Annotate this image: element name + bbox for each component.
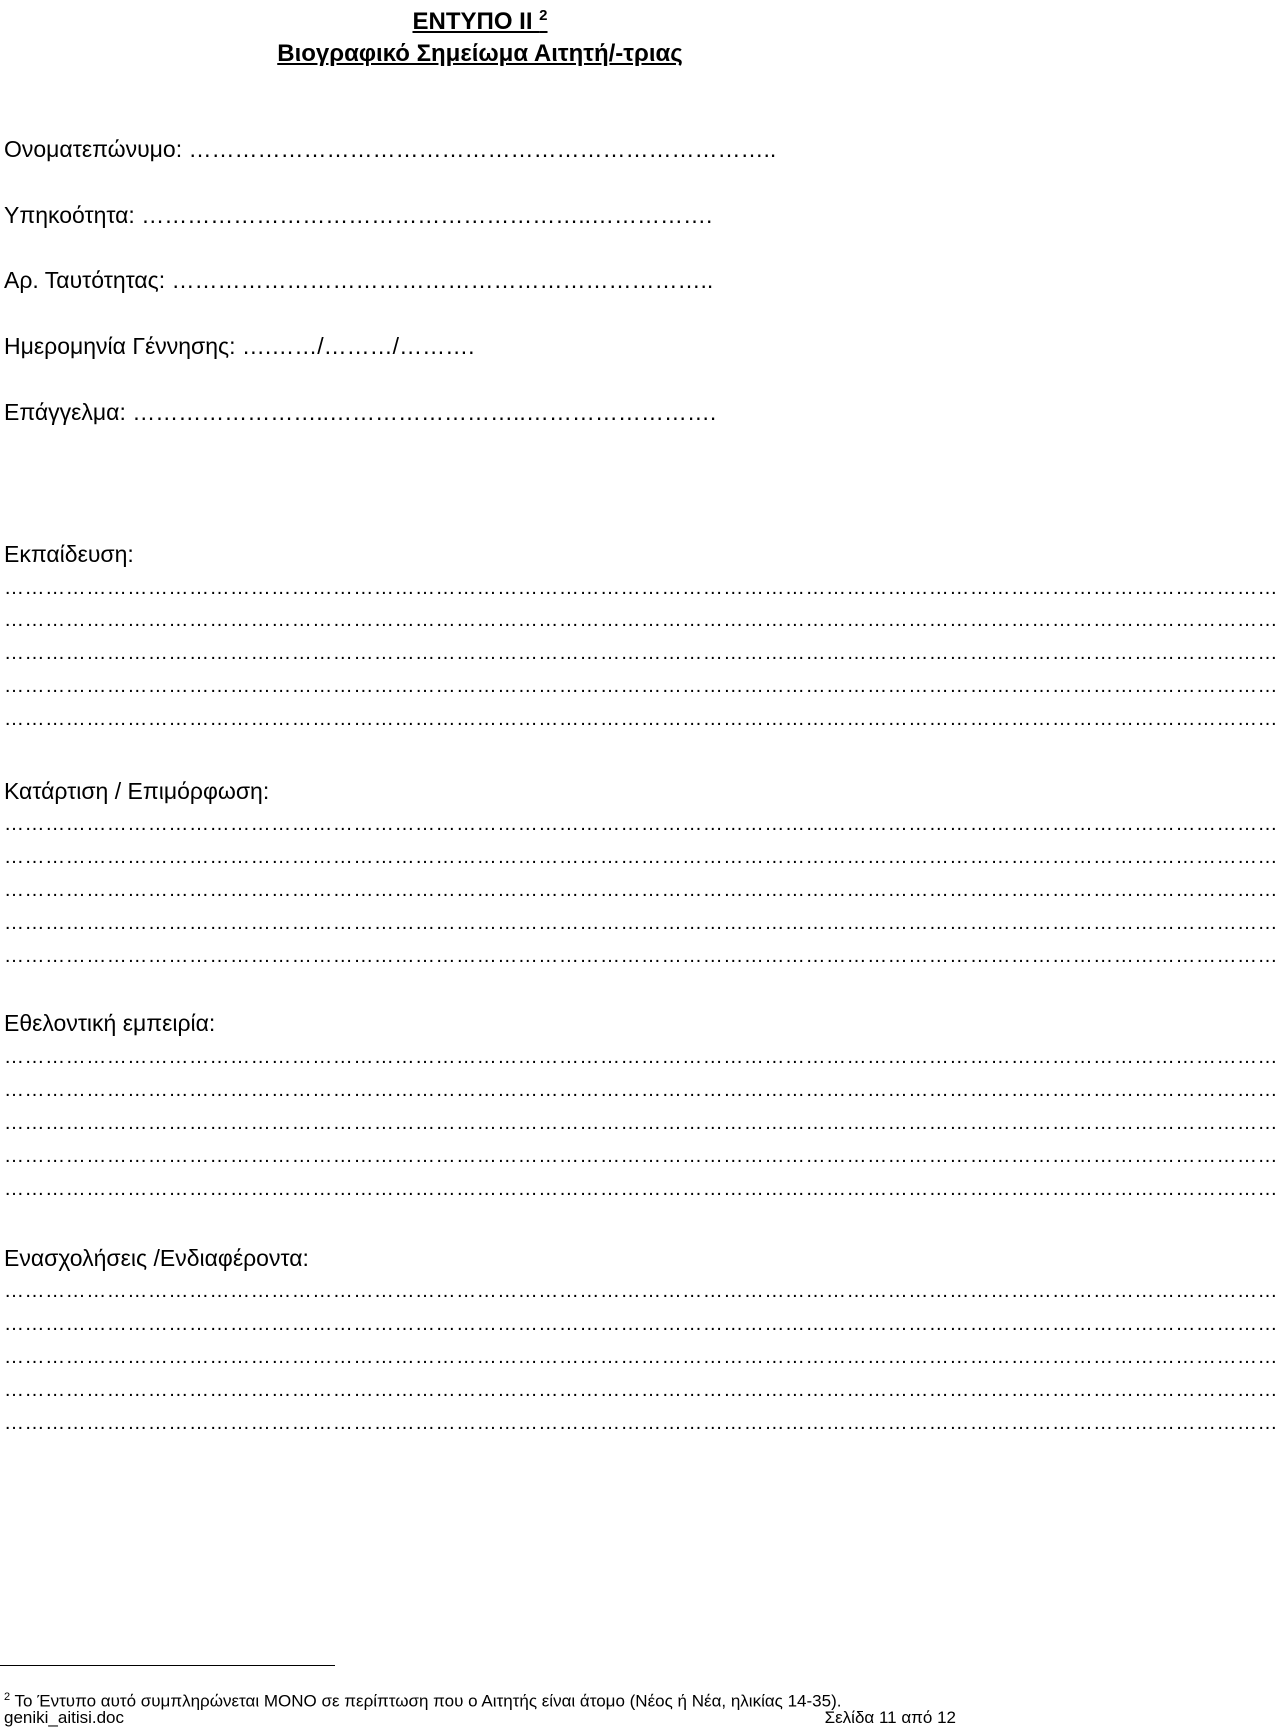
footnote-marker: 2	[4, 1691, 11, 1703]
education-line[interactable]: ……………………………………………………………………………………………………………………………………………………………………	[4, 675, 1278, 697]
volunteering-line[interactable]: ……………………………………………………………………………………………………………………………………………………………………	[4, 1046, 1278, 1068]
form-header	[0, 0, 960, 70]
interests-line[interactable]: ……………………………………………………………………………………………………………………………………………………………………	[4, 1313, 1278, 1335]
full-name-field[interactable]: Ονοματεπώνυμο: …………………………………………………………………..	[4, 136, 777, 162]
footnote	[4, 1687, 841, 1712]
interests-line[interactable]: ……………………………………………………………………………………………………………………………………………………………………	[4, 1346, 1278, 1368]
education-line[interactable]: ……………………………………………………………………………………………………………………………………………………………………	[4, 609, 1278, 631]
training-line[interactable]: ……………………………………………………………………………………………………………………………………………………………………	[4, 813, 1278, 835]
training-line[interactable]: ……………………………………………………………………………………………………………………………………………………………………	[4, 846, 1278, 868]
interests-label: Ενασχολήσεις /Ενδιαφέροντα:	[4, 1245, 309, 1271]
training-label: Κατάρτιση / Επιμόρφωση:	[4, 778, 270, 804]
volunteering-line[interactable]: ……………………………………………………………………………………………………………………………………………………………………	[4, 1145, 1278, 1167]
form-title	[0, 0, 960, 38]
education-line[interactable]: ……………………………………………………………………………………………………………………………………………………………………	[4, 577, 1278, 599]
volunteering-line[interactable]: ……………………………………………………………………………………………………………………………………………………………………	[4, 1112, 1278, 1134]
profession-field[interactable]: Επάγγελμα: ……………………..……………………..…………………….	[4, 399, 717, 425]
footnote-separator	[0, 1665, 335, 1666]
citizenship-field[interactable]: Υπηκοότητα: …………………………………………………..…………….	[4, 202, 713, 228]
volunteering-label: Εθελοντική εμπειρία:	[4, 1010, 216, 1036]
volunteering-line[interactable]: ……………………………………………………………………………………………………………………………………………………………………	[4, 1178, 1278, 1200]
birth-date-field[interactable]: Ημερομηνία Γέννησης: ….……/………/……….	[4, 333, 475, 359]
footnote-text: Το Έντυπο αυτό συμπληρώνεται ΜΟΝΟ σε περίπτωση που ο Αιτητής είναι άτομο (Νέος ή Νέα, ηλικίας 14-35).	[10, 1691, 842, 1711]
training-line[interactable]: ……………………………………………………………………………………………………………………………………………………………………	[4, 945, 1278, 967]
interests-line[interactable]: ……………………………………………………………………………………………………………………………………………………………………	[4, 1412, 1278, 1434]
footer-filename: geniki_aitisi.doc	[4, 1708, 125, 1727]
education-line[interactable]: ……………………………………………………………………………………………………………………………………………………………………	[4, 708, 1278, 730]
footnote-ref[interactable]: 2	[539, 7, 548, 24]
volunteering-line[interactable]: ……………………………………………………………………………………………………………………………………………………………………	[4, 1079, 1278, 1101]
form-title-text: ΕΝΤΥΠΟ ΙΙ	[412, 8, 533, 35]
education-line[interactable]: ……………………………………………………………………………………………………………………………………………………………………	[4, 642, 1278, 664]
footer-page-info: Σελίδα 11 από 12	[824, 1708, 956, 1727]
training-line[interactable]: ……………………………………………………………………………………………………………………………………………………………………	[4, 912, 1278, 934]
training-line[interactable]: ……………………………………………………………………………………………………………………………………………………………………	[4, 879, 1278, 901]
interests-line[interactable]: ……………………………………………………………………………………………………………………………………………………………………	[4, 1280, 1278, 1302]
education-label: Εκπαίδευση:	[4, 541, 134, 567]
form-subtitle: Βιογραφικό Σημείωμα Αιτητή/-τριας	[277, 40, 683, 67]
id-number-field[interactable]: Αρ. Ταυτότητας: ……………………………………………………………..	[4, 267, 714, 293]
interests-line[interactable]: ……………………………………………………………………………………………………………………………………………………………………	[4, 1379, 1278, 1401]
